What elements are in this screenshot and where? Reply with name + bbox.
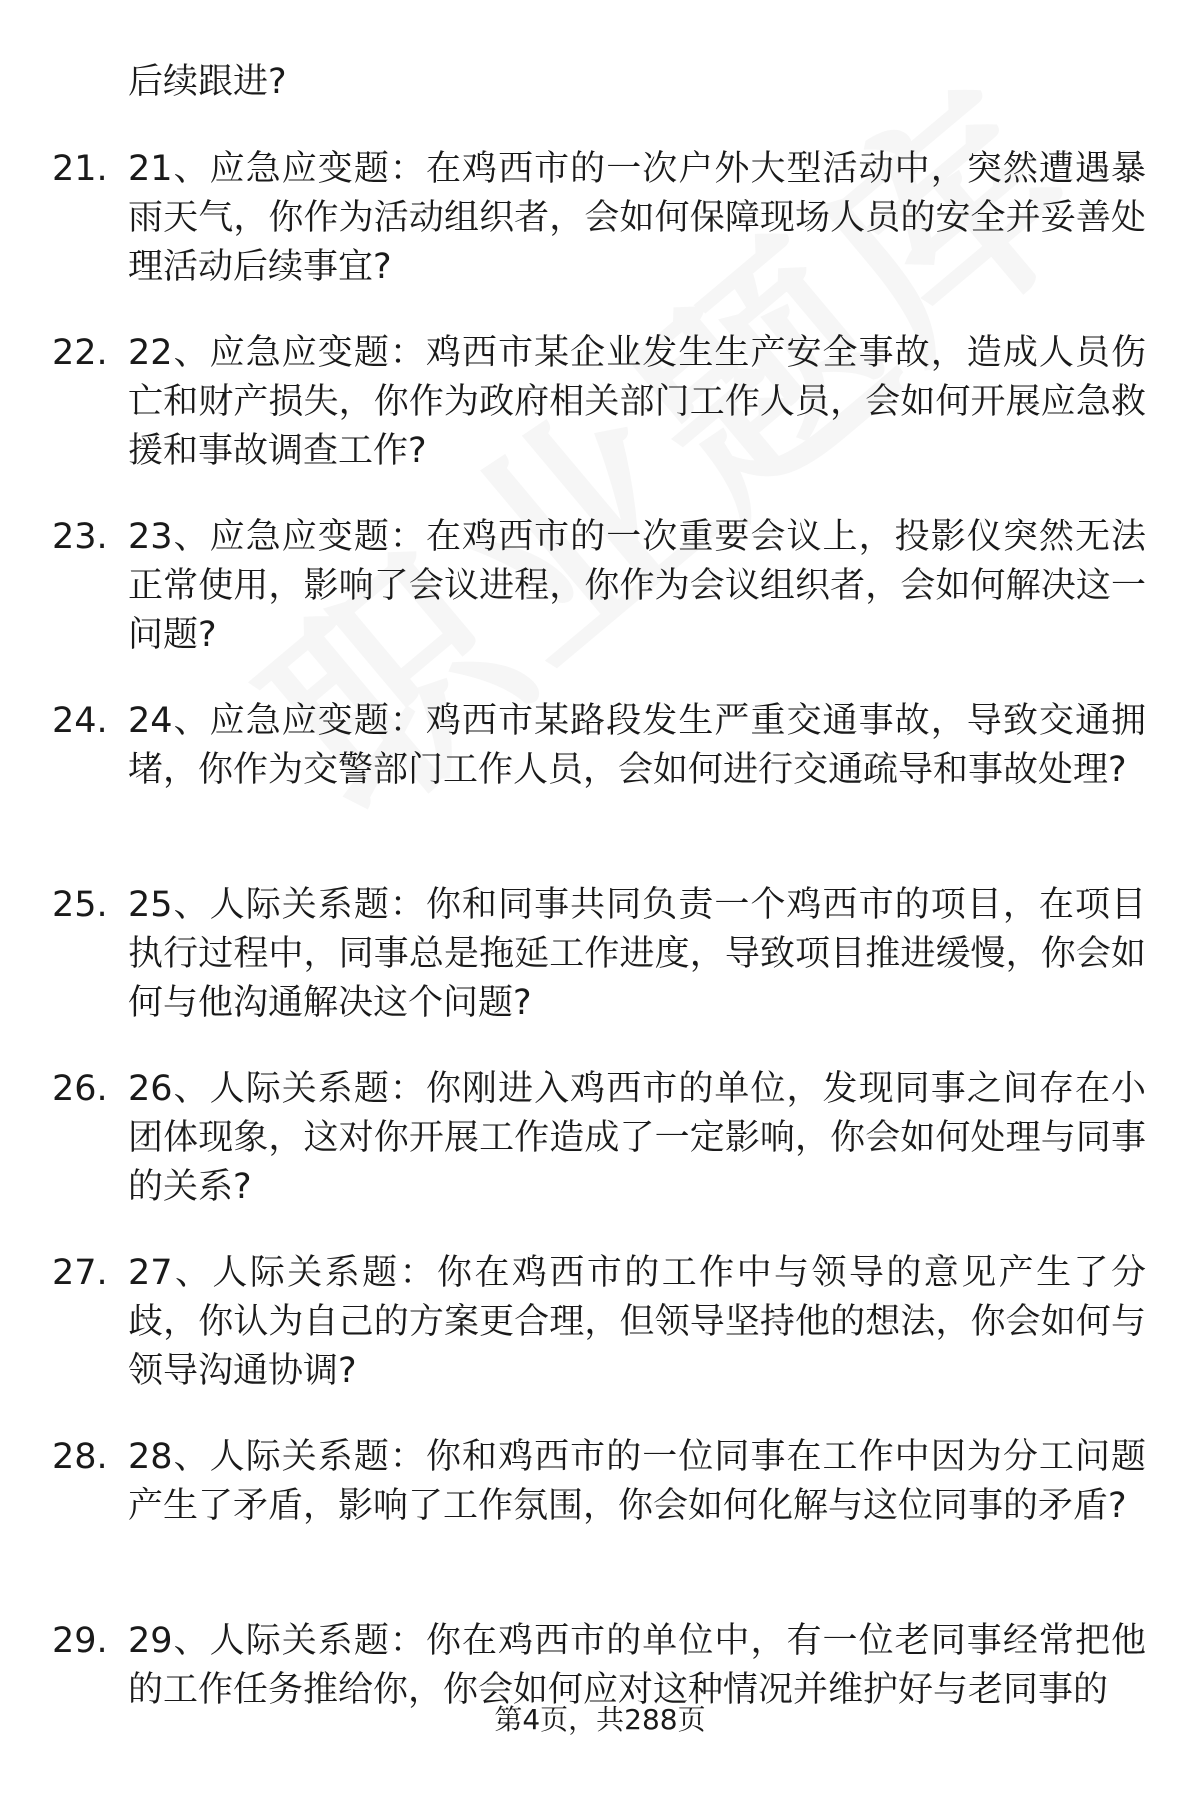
list-item	[0, 1249, 1200, 1433]
item-number: 21.	[52, 149, 108, 189]
item-number: 27.	[52, 1253, 108, 1293]
list-item	[0, 697, 1200, 881]
page-footer: 第4页，共288页	[494, 1703, 706, 1736]
list-item	[0, 513, 1200, 697]
list-item	[0, 1065, 1200, 1249]
item-text: 22、应急应变题：鸡西市某企业发生生产安全事故，造成人员伤亡和财产损失，你作为政府相关部门工作人员，会如何开展应急救援和事故调查工作?	[128, 333, 1146, 471]
item-number: 22.	[52, 333, 108, 373]
item-number: 24.	[52, 701, 108, 741]
item-text: 25、人际关系题：你和同事共同负责一个鸡西市的项目，在项目执行过程中，同事总是拖延工作进度，导致项目推进缓慢，你会如何与他沟通解决这个问题?	[128, 885, 1146, 1023]
item-text: 24、应急应变题：鸡西市某路段发生严重交通事故，导致交通拥堵，你作为交警部门工作人员，会如何进行交通疏导和事故处理?	[128, 701, 1146, 790]
item-number: 23.	[52, 517, 108, 557]
item-number: 26.	[52, 1069, 108, 1109]
item-number: 28.	[52, 1437, 108, 1477]
list-item	[0, 1433, 1200, 1617]
question-list	[0, 145, 1200, 1801]
item-number: 29.	[52, 1621, 108, 1661]
item-number: 25.	[52, 885, 108, 925]
list-item	[0, 329, 1200, 513]
item-text: 28、人际关系题：你和鸡西市的一位同事在工作中因为分工问题产生了矛盾，影响了工作氛围，你会如何化解与这位同事的矛盾?	[128, 1437, 1146, 1526]
continued-text: 后续跟进?	[128, 62, 287, 102]
list-item	[0, 881, 1200, 1065]
list-item	[0, 145, 1200, 329]
item-text: 29、人际关系题：你在鸡西市的单位中，有一位老同事经常把他的工作任务推给你，你会如何应对这种情况并维护好与老同事的	[128, 1621, 1146, 1710]
item-text: 21、应急应变题：在鸡西市的一次户外大型活动中，突然遭遇暴雨天气，你作为活动组织者，会如何保障现场人员的安全并妥善处理活动后续事宜?	[128, 149, 1146, 287]
item-text: 26、人际关系题：你刚进入鸡西市的单位，发现同事之间存在小团体现象，这对你开展工作造成了一定影响，你会如何处理与同事的关系?	[128, 1069, 1146, 1207]
item-text: 27、人际关系题：你在鸡西市的工作中与领导的意见产生了分歧，你认为自己的方案更合理，但领导坚持他的想法，你会如何与领导沟通协调?	[128, 1253, 1146, 1391]
item-text: 23、应急应变题：在鸡西市的一次重要会议上，投影仪突然无法正常使用，影响了会议进程，你作为会议组织者，会如何解决这一问题?	[128, 517, 1146, 655]
